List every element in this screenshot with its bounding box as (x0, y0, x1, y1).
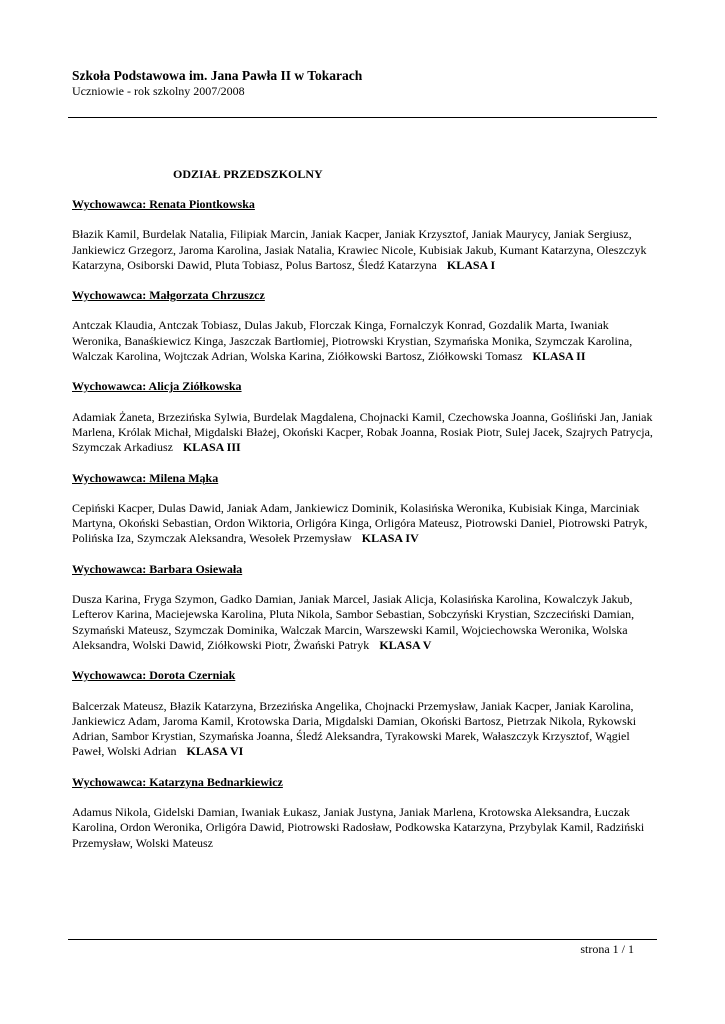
educator-heading: Wychowawca: Katarzyna Bednarkiewicz (72, 774, 283, 789)
student-list (72, 592, 656, 653)
educator-heading: Wychowawca: Małgorzata Chrzuszcz (72, 288, 265, 303)
class-label: KLASA III (182, 440, 241, 455)
educator-heading: Wychowawca: Barbara Osiewała (72, 561, 243, 576)
class-label: KLASA VI (186, 744, 244, 759)
student-names: Adamiak Żaneta, Brzezińska Sylwia, Burdelak Magdalena, Chojnacki Kamil, Czechowska Joanna, Gośliński Jan, Janiak Marlena, Królak Michał, Migdalski Błażej, Okoński Kacper, Robak Joanna, Rosiak Piotr, Sulej Jacek, Szajrych Patrycja, Szymczak Arkadiusz (72, 409, 653, 455)
class-label: KLASA I (446, 257, 496, 272)
student-names: Antczak Klaudia, Antczak Tobiasz, Dulas Jakub, Florczak Kinga, Fornalczyk Konrad, Gozdalik Marta, Iwaniak Weronika, Banaśkiewicz Kinga, Jaszczak Bartłomiej, Piotrowski Krystian, Szymańska Monika, Szymczak Karolina, Walczak Karolina, Wojtczak Adrian, Wolska Karina, Ziółkowski Bartosz, Ziółkowski Tomasz (72, 318, 633, 364)
school-name: Szkoła Podstawowa im. Jana Pawła II w Tokarach (72, 68, 363, 83)
class-group-7 (72, 775, 656, 851)
student-list (72, 805, 656, 851)
educator-heading: Wychowawca: Milena Mąka (72, 470, 219, 485)
class-label: KLASA V (379, 637, 432, 652)
class-group-2 (72, 288, 656, 364)
student-names: Cepiński Kacper, Dulas Dawid, Janiak Adam, Jankiewicz Dominik, Kolasińska Weronika, Kubisiak Kinga, Marciniak Martyna, Okoński Sebastian, Ordon Wiktoria, Orligóra Kinga, Orligóra Mateusz, Piotrowski Daniel, Piotrowski Patryk, Polińska Iza, Szymczak Aleksandra, Wesołek Przemysław (72, 500, 648, 546)
student-list (72, 410, 656, 456)
educator-heading: Wychowawca: Alicja Ziółkowska (72, 379, 242, 394)
header-divider (68, 117, 657, 118)
class-group-1 (72, 197, 656, 273)
school-year-subtitle: Uczniowie - rok szkolny 2007/2008 (72, 84, 245, 98)
student-names: Dusza Karina, Fryga Szymon, Gadko Damian, Janiak Marcel, Jasiak Alicja, Kolasińska Karolina, Kowalczyk Jakub, Lefterov Karina, Maciejewska Karolina, Pluta Nikola, Sambor Sebastian, Sobczyński Krystian, Szczeciński Damian, Szymański Mateusz, Szymczak Dominika, Walczak Marcin, Warszewski Kamil, Wojciechowska Weronika, Wolska Aleksandra, Wolski Dawid, Ziółkowski Piotr, Żwański Patryk (72, 592, 635, 652)
class-group-6 (72, 668, 656, 759)
student-list (72, 501, 656, 547)
class-label: KLASA II (532, 349, 586, 364)
student-names: Błazik Kamil, Burdelak Natalia, Filipiak Marcin, Janiak Kacper, Janiak Krzysztof, Janiak Maurycy, Janiak Sergiusz, Jankiewicz Grzegorz, Jaroma Karolina, Jasiak Natalia, Krawiec Nicole, Kubisiak Jakub, Kumant Katarzyna, Oleszczyk Katarzyna, Osiborski Dawid, Pluta Tobiasz, Polus Bartosz, Śledź Katarzyna (72, 227, 647, 272)
student-list (72, 318, 656, 364)
class-group-5 (72, 562, 656, 653)
page-number: strona 1 / 1 (580, 942, 634, 956)
class-group-4 (72, 471, 656, 547)
student-names: Adamus Nikola, Gidelski Damian, Iwaniak Łukasz, Janiak Justyna, Janiak Marlena, Krotowska Aleksandra, Łuczak Karolina, Ordon Weronika, Orligóra Dawid, Piotrowski Radosław, Podkowska Katarzyna, Przybylak Kamil, Radziński Przemysław, Wolski Mateusz (72, 805, 645, 850)
document-body (72, 167, 656, 866)
section-title: ODZIAŁ PRZEDSZKOLNY (173, 167, 323, 181)
footer-divider (68, 939, 657, 940)
student-list (72, 699, 656, 760)
student-names: Balcerzak Mateusz, Błazik Katarzyna, Brzezińska Angelika, Chojnacki Przemysław, Janiak Kacper, Janiak Karolina, Jankiewicz Adam, Jaroma Kamil, Krotowska Daria, Migdalski Damian, Okoński Bartosz, Pietrzak Nikola, Rykowski Adrian, Sambor Krystian, Szymańska Joanna, Śledź Aleksandra, Tyrakowski Marek, Wałaszczyk Krzysztof, Wągiel Paweł, Wolski Adrian (72, 698, 637, 759)
educator-heading: Wychowawca: Renata Piontkowska (72, 197, 255, 211)
educator-heading: Wychowawca: Dorota Czerniak (72, 668, 236, 683)
class-group-3 (72, 379, 656, 455)
student-list (72, 227, 656, 273)
class-label: KLASA IV (361, 531, 419, 546)
